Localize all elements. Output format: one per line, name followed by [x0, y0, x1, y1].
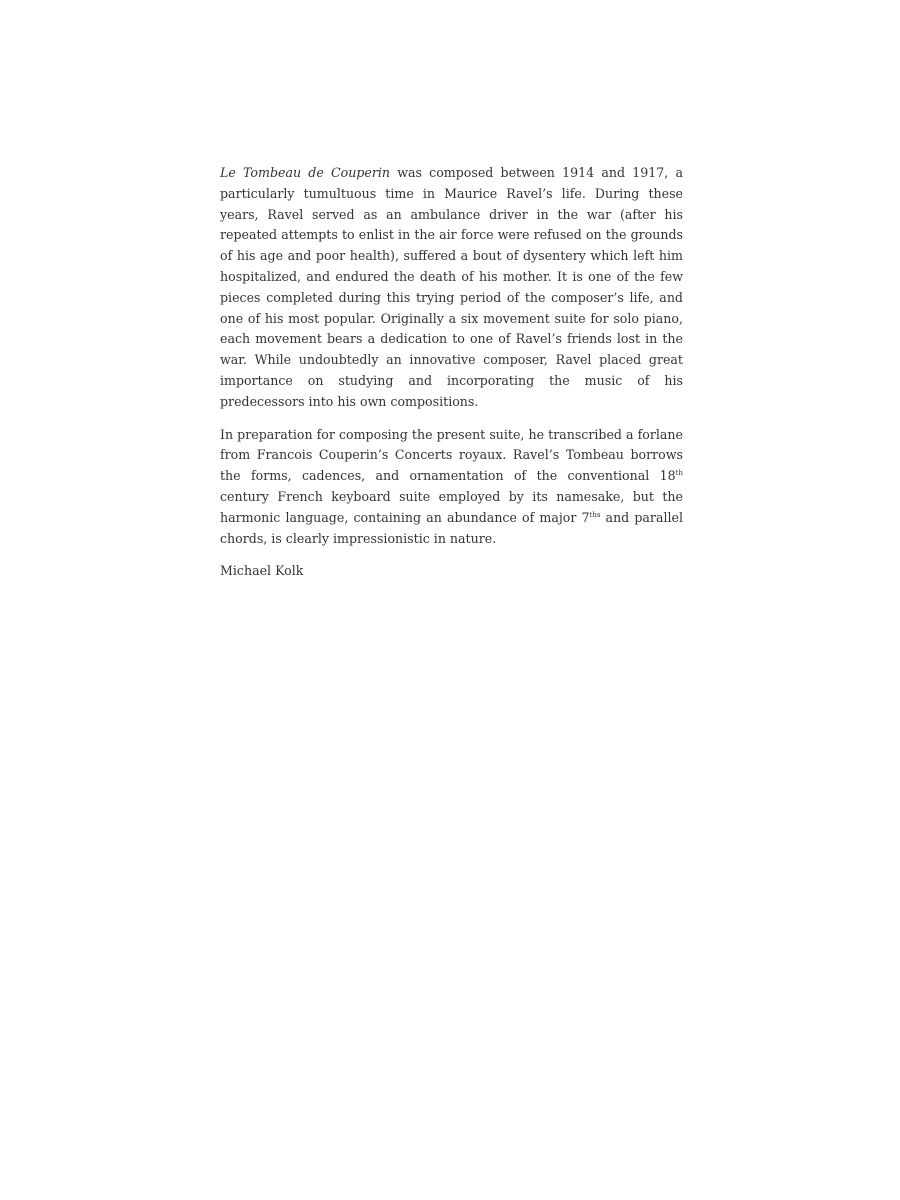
- superscript-ths: ths: [589, 510, 601, 519]
- paragraph-2-part-3: and parallel chords, is clearly impressionistic in nature.: [220, 509, 683, 546]
- paragraph-2-part-1: In preparation for composing the present suite, he transcribed a forlane from Francois Couperin’s Concerts royaux. Ravel’s Tombeau borrows the forms, cadences, and ornamentation of the conventional 18: [220, 426, 683, 484]
- paragraph-2-part-2: century French keyboard suite employed by its namesake, but the harmonic language, containing an abundance of major 7: [220, 488, 683, 525]
- paragraph-2: [220, 425, 683, 550]
- paragraph-1: [220, 163, 683, 413]
- paragraph-1-text: was composed between 1914 and 1917, a particularly tumultuous time in Maurice Ravel’s life. During these years, Ravel served as an ambulance driver in the war (after his repeated attempts to enlist in the air force were refused on the grounds of his age and poor health), suffered a bout of dysentery which left him hospitalized, and endured the death of his mother. It is one of the few pieces completed during this trying period of the composer’s life, and one of his most popular. Originally a six movement suite for solo piano, each movement bears a dedication to one of Ravel’s friends lost in the war. While undoubtedly an innovative composer, Ravel placed great importance on studying and incorporating the music of his predecessors into his own compositions.: [220, 165, 683, 409]
- program-note: [220, 163, 683, 594]
- superscript-th: th: [675, 469, 683, 478]
- work-title: Le Tombeau de Couperin: [220, 165, 390, 180]
- author-name: Michael Kolk: [220, 563, 304, 579]
